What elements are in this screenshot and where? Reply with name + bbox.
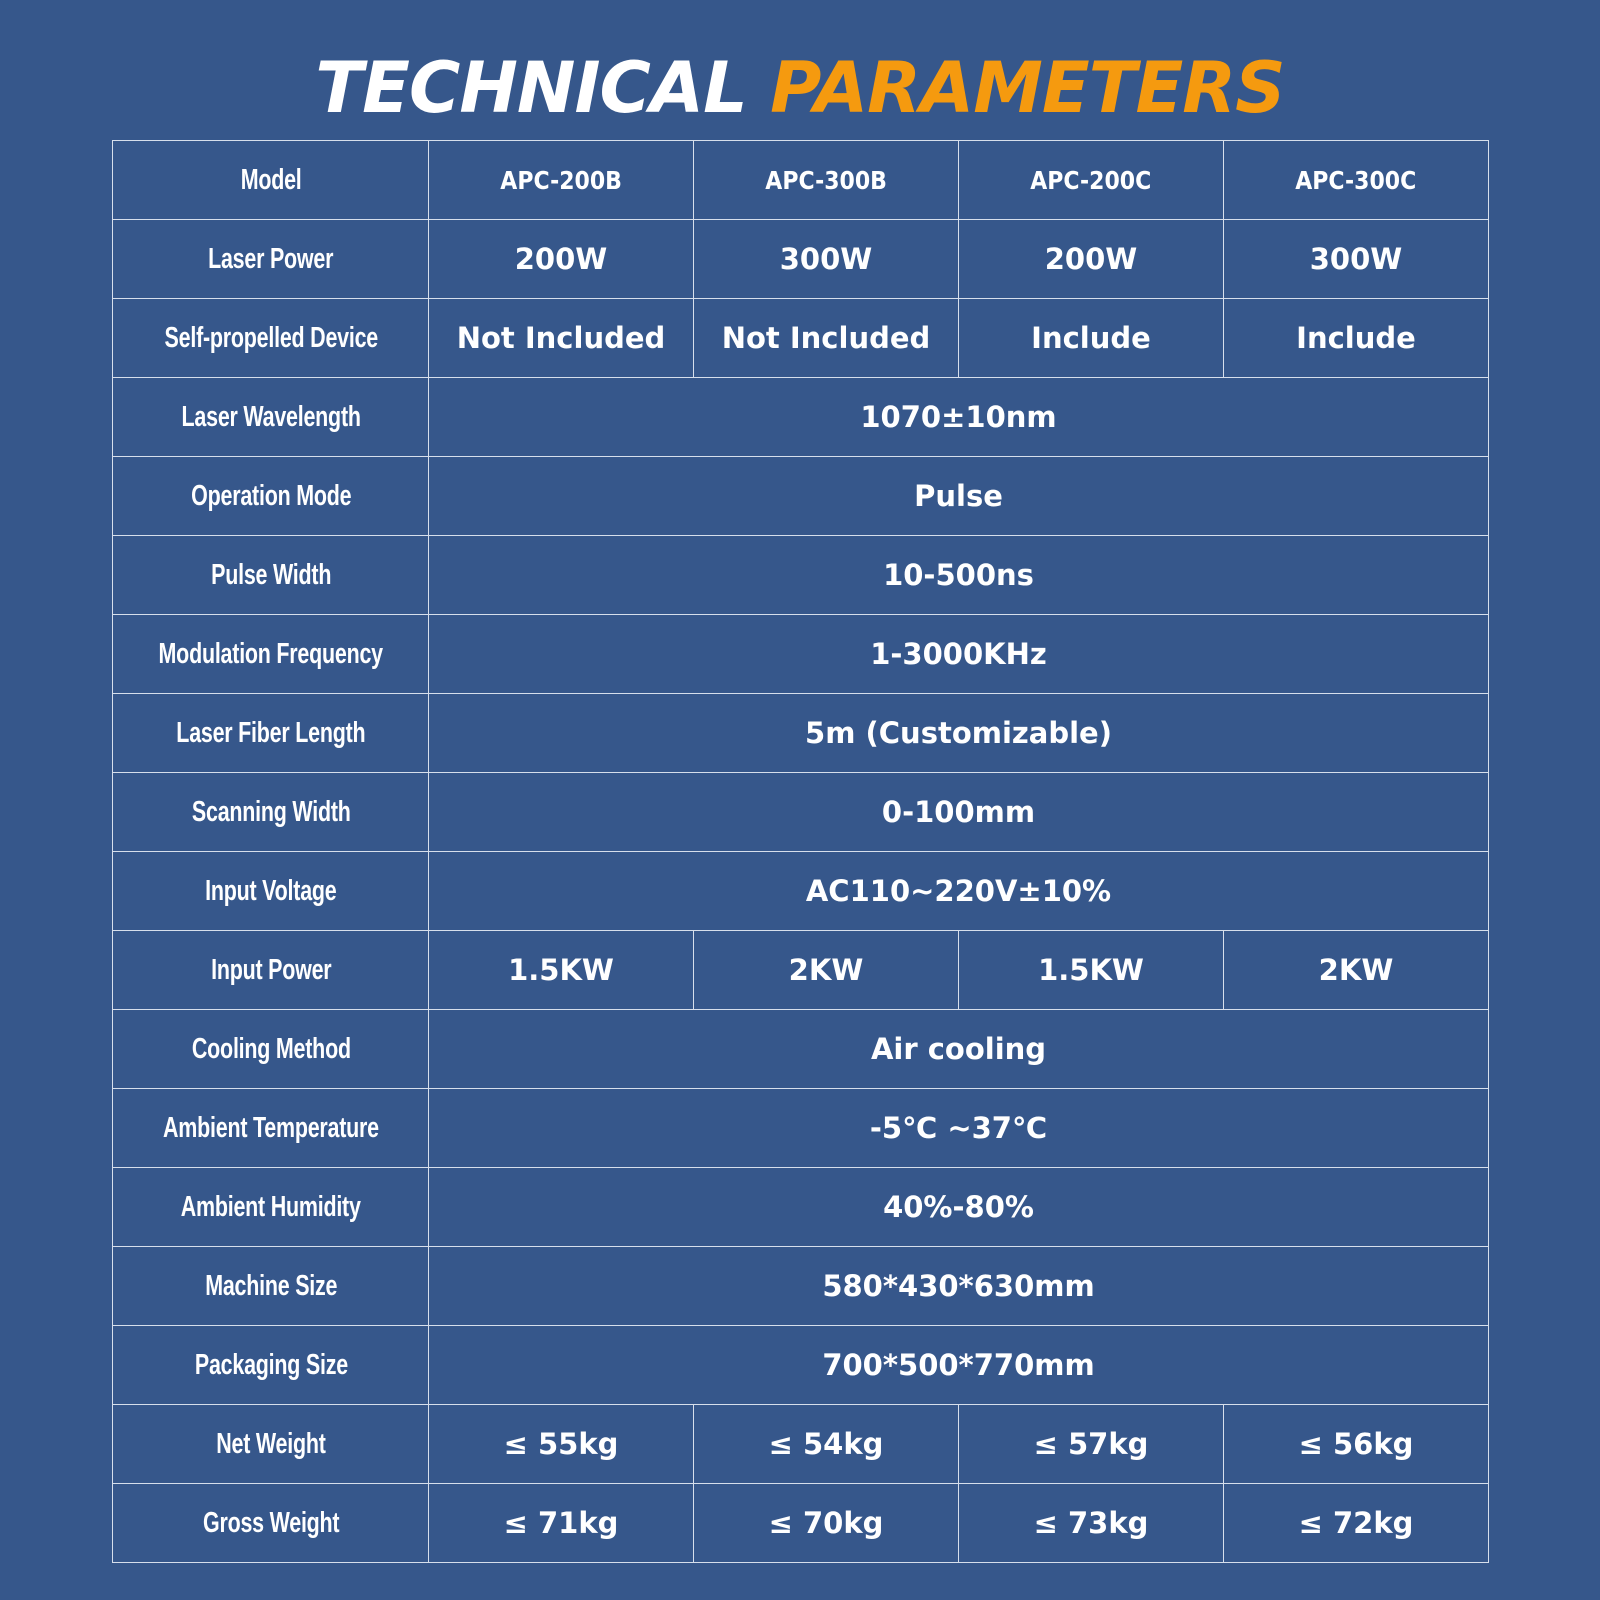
table-row [113, 615, 1489, 694]
row-label: Operation Mode [135, 457, 407, 536]
value-cell-merged: AC110~220V±10% [429, 852, 1489, 931]
value-cell: ≤ 71kg [429, 1484, 694, 1563]
value-cell: Not Included [694, 299, 959, 378]
value-cell: 1.5KW [959, 931, 1224, 1010]
table-body [113, 141, 1489, 1563]
title-part-parameters: PARAMETERS [770, 47, 1285, 129]
table-row [113, 378, 1489, 457]
title-part-technical: TECHNICAL [315, 47, 747, 129]
table-row [113, 299, 1489, 378]
model-cell: APC-200C [959, 141, 1224, 220]
table-row [113, 1010, 1489, 1089]
value-cell-merged: -5℃ ~37℃ [429, 1089, 1489, 1168]
table-row [113, 852, 1489, 931]
value-cell: 2KW [1224, 931, 1489, 1010]
row-label: Modulation Frequency [135, 615, 407, 694]
table-row [113, 773, 1489, 852]
value-cell-merged: Air cooling [429, 1010, 1489, 1089]
table-row [113, 931, 1489, 1010]
row-label: Model [135, 141, 407, 220]
table-row [113, 1405, 1489, 1484]
value-cell-merged: 580*430*630mm [429, 1247, 1489, 1326]
row-label: Cooling Method [135, 1010, 407, 1089]
row-label: Laser Power [135, 220, 407, 299]
row-label: Input Power [135, 931, 407, 1010]
value-cell: ≤ 57kg [959, 1405, 1224, 1484]
row-label: Gross Weight [135, 1484, 407, 1563]
value-cell-merged: 700*500*770mm [429, 1326, 1489, 1405]
row-label: Ambient Humidity [135, 1168, 407, 1247]
value-cell: Include [959, 299, 1224, 378]
table-row [113, 694, 1489, 773]
table-row [113, 457, 1489, 536]
table-row [113, 1326, 1489, 1405]
row-label: Ambient Temperature [135, 1089, 407, 1168]
row-label: Machine Size [135, 1247, 407, 1326]
value-cell: 1.5KW [429, 931, 694, 1010]
page-title [0, 36, 1600, 140]
row-label: Self-propelled Device [135, 299, 407, 378]
table-row [113, 220, 1489, 299]
value-cell-merged: 0-100mm [429, 773, 1489, 852]
model-cell: APC-300C [1224, 141, 1489, 220]
value-cell: ≤ 73kg [959, 1484, 1224, 1563]
table-row [113, 1089, 1489, 1168]
row-label: Scanning Width [135, 773, 407, 852]
value-cell: ≤ 55kg [429, 1405, 694, 1484]
table-row [113, 1168, 1489, 1247]
value-cell: ≤ 70kg [694, 1484, 959, 1563]
technical-parameters-table [112, 140, 1489, 1563]
value-cell: 300W [1224, 220, 1489, 299]
row-label: Input Voltage [135, 852, 407, 931]
value-cell-merged: 40%-80% [429, 1168, 1489, 1247]
value-cell-merged: Pulse [429, 457, 1489, 536]
table-row-model [113, 141, 1489, 220]
value-cell: 200W [429, 220, 694, 299]
value-cell: Include [1224, 299, 1489, 378]
row-label: Laser Wavelength [135, 378, 407, 457]
value-cell-merged: 1070±10nm [429, 378, 1489, 457]
row-label: Laser Fiber Length [135, 694, 407, 773]
table-row [113, 1247, 1489, 1326]
value-cell: Not Included [429, 299, 694, 378]
table-row [113, 1484, 1489, 1563]
row-label: Net Weight [135, 1405, 407, 1484]
row-label: Packaging Size [135, 1326, 407, 1405]
value-cell: ≤ 72kg [1224, 1484, 1489, 1563]
value-cell: 2KW [694, 931, 959, 1010]
model-cell: APC-300B [694, 141, 959, 220]
value-cell: ≤ 56kg [1224, 1405, 1489, 1484]
value-cell: ≤ 54kg [694, 1405, 959, 1484]
value-cell-merged: 1-3000KHz [429, 615, 1489, 694]
value-cell: 300W [694, 220, 959, 299]
value-cell: 200W [959, 220, 1224, 299]
row-label: Pulse Width [135, 536, 407, 615]
value-cell-merged: 10-500ns [429, 536, 1489, 615]
table-row [113, 536, 1489, 615]
value-cell-merged: 5m (Customizable) [429, 694, 1489, 773]
model-cell: APC-200B [429, 141, 694, 220]
